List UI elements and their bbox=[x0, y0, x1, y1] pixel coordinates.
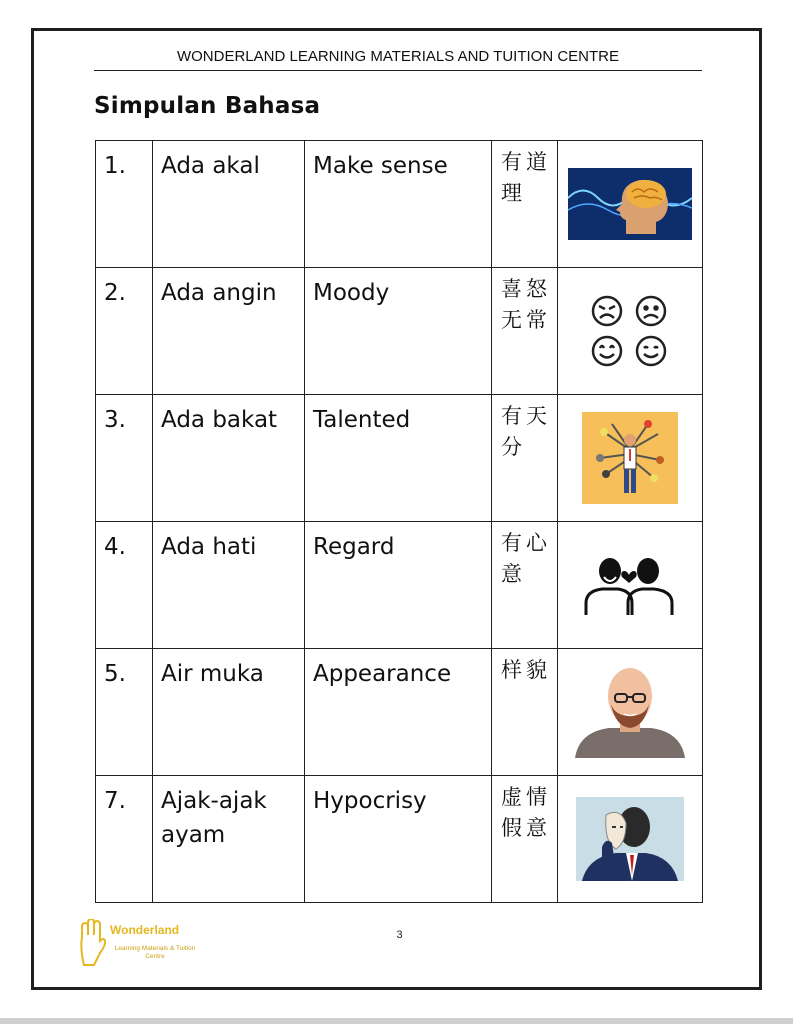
english-meaning: Hypocrisy bbox=[305, 776, 492, 903]
table-row bbox=[96, 268, 703, 395]
illustration-cell bbox=[558, 268, 703, 395]
malay-idiom: Air muka bbox=[153, 649, 305, 776]
table-row bbox=[96, 522, 703, 649]
table-row bbox=[96, 649, 703, 776]
english-meaning: Appearance bbox=[305, 649, 492, 776]
illustration-cell bbox=[558, 649, 703, 776]
malay-idiom: Ajak-ajak ayam bbox=[153, 776, 305, 903]
mask-businessman-icon bbox=[576, 797, 684, 881]
vocabulary-table bbox=[95, 140, 703, 903]
brain-head-icon bbox=[568, 168, 692, 240]
malay-idiom: Ada bakat bbox=[153, 395, 305, 522]
row-number: 4. bbox=[96, 522, 153, 649]
wonderland-logo bbox=[76, 919, 196, 969]
chinese-meaning: 有天分 bbox=[492, 395, 558, 522]
page-number: 3 bbox=[396, 929, 403, 941]
table-row bbox=[96, 141, 703, 268]
row-number: 5. bbox=[96, 649, 153, 776]
malay-idiom: Ada akal bbox=[153, 141, 305, 268]
bottom-bar bbox=[0, 1018, 793, 1024]
table-row bbox=[96, 776, 703, 903]
english-meaning: Talented bbox=[305, 395, 492, 522]
chinese-meaning: 虚情假意 bbox=[492, 776, 558, 903]
row-number: 3. bbox=[96, 395, 153, 522]
chinese-meaning: 样貌 bbox=[492, 649, 558, 776]
illustration-cell bbox=[558, 395, 703, 522]
page-title: Simpulan Bahasa bbox=[94, 93, 321, 119]
hand-logo-icon bbox=[76, 919, 106, 967]
couple-heart-icon bbox=[582, 553, 678, 617]
english-meaning: Moody bbox=[305, 268, 492, 395]
malay-idiom: Ada angin bbox=[153, 268, 305, 395]
chinese-meaning: 喜怒无常 bbox=[492, 268, 558, 395]
chinese-meaning: 有心意 bbox=[492, 522, 558, 649]
logo-subtitle: Learning Materials & Tuition Centre bbox=[114, 945, 196, 960]
english-meaning: Regard bbox=[305, 522, 492, 649]
chinese-meaning: 有道理 bbox=[492, 141, 558, 268]
page-frame bbox=[31, 28, 762, 990]
english-meaning: Make sense bbox=[305, 141, 492, 268]
multitasking-person-icon bbox=[582, 412, 678, 504]
logo-name: Wonderland bbox=[110, 923, 180, 937]
row-number: 2. bbox=[96, 268, 153, 395]
malay-idiom: Ada hati bbox=[153, 522, 305, 649]
mood-faces-icon bbox=[585, 291, 675, 371]
bald-man-portrait-icon bbox=[575, 666, 685, 758]
illustration-cell bbox=[558, 141, 703, 268]
page-header: WONDERLAND LEARNING MATERIALS AND TUITION CENTRE bbox=[94, 45, 702, 71]
row-number: 1. bbox=[96, 141, 153, 268]
table-row bbox=[96, 395, 703, 522]
illustration-cell bbox=[558, 522, 703, 649]
row-number: 7. bbox=[96, 776, 153, 903]
illustration-cell bbox=[558, 776, 703, 903]
